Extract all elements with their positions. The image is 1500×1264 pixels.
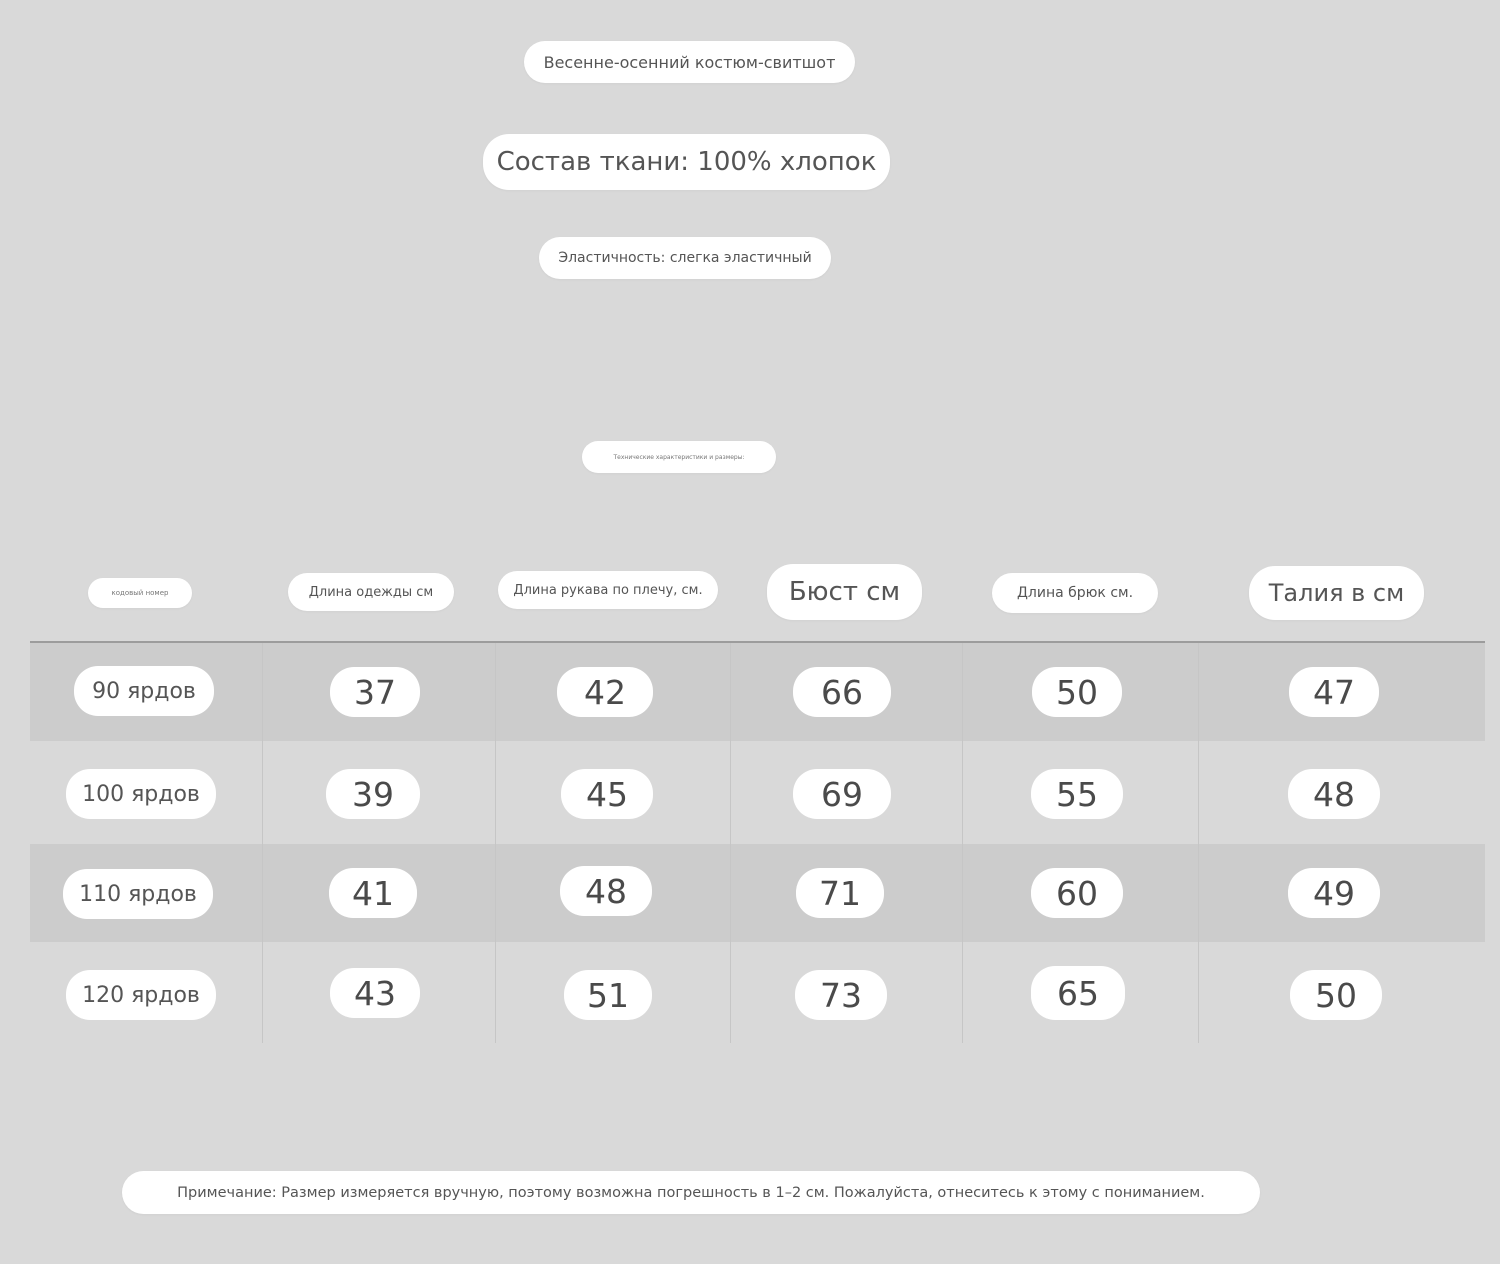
cell-value: 73 xyxy=(820,975,862,1015)
column-header-waist xyxy=(1249,566,1424,620)
table-cell xyxy=(1288,769,1380,819)
table-cell xyxy=(796,868,884,918)
column-header-length xyxy=(288,573,454,611)
column-divider xyxy=(962,643,963,1043)
table-cell xyxy=(1031,966,1125,1020)
table-cell xyxy=(1032,667,1122,717)
cell-value: 51 xyxy=(587,975,629,1015)
fabric-composition xyxy=(483,134,890,190)
cell-value: 69 xyxy=(821,774,863,814)
cell-value: 49 xyxy=(1313,873,1355,913)
cell-value: 37 xyxy=(354,672,396,712)
table-cell xyxy=(795,970,887,1020)
column-header-sleeve xyxy=(498,571,718,609)
cell-value: 39 xyxy=(352,774,394,814)
column-header-pants xyxy=(992,573,1158,613)
table-cell xyxy=(793,769,891,819)
cell-value: 48 xyxy=(585,871,627,911)
column-divider xyxy=(1198,643,1199,1043)
column-divider xyxy=(495,643,496,1043)
product-title xyxy=(524,41,855,83)
table-cell xyxy=(1290,970,1382,1020)
cell-value: 42 xyxy=(584,672,626,712)
column-divider xyxy=(730,643,731,1043)
size-label: 90 ярдов xyxy=(92,678,196,704)
cell-value: 50 xyxy=(1056,672,1098,712)
specs-label-text: Технические характеристики и размеры: xyxy=(613,453,745,461)
size-label: 100 ярдов xyxy=(82,781,200,807)
table-cell xyxy=(560,866,652,916)
specs-label xyxy=(582,441,776,473)
cell-value: 50 xyxy=(1315,975,1357,1015)
table-cell xyxy=(564,970,652,1020)
column-divider xyxy=(262,643,263,1043)
measurement-note xyxy=(122,1171,1260,1214)
table-row-size xyxy=(66,769,216,819)
table-cell xyxy=(326,769,420,819)
table-row-stripe-1 xyxy=(30,643,1485,741)
column-header-bust xyxy=(767,564,922,620)
column-header-length-text: Длина одежды см xyxy=(308,584,434,600)
column-header-bust-text: Бюст см xyxy=(788,577,901,607)
column-header-code xyxy=(88,578,192,608)
size-label: 110 ярдов xyxy=(79,881,197,907)
table-cell xyxy=(330,667,420,717)
table-cell xyxy=(1288,868,1380,918)
table-cell xyxy=(329,868,417,918)
cell-value: 60 xyxy=(1056,873,1098,913)
column-header-sleeve-text: Длина рукава по плечу, см. xyxy=(513,582,703,598)
table-cell xyxy=(793,667,891,717)
table-cell xyxy=(561,769,653,819)
column-header-waist-text: Талия в см xyxy=(1268,579,1405,607)
column-header-pants-text: Длина брюк см. xyxy=(1016,585,1134,601)
table-cell xyxy=(1289,667,1379,717)
cell-value: 45 xyxy=(586,774,628,814)
table-row-size xyxy=(74,666,214,716)
table-cell xyxy=(330,968,420,1018)
cell-value: 71 xyxy=(819,873,861,913)
table-row-size xyxy=(63,869,213,919)
cell-value: 55 xyxy=(1056,774,1098,814)
product-title-text: Весенне-осенний костюм-свитшот xyxy=(543,52,836,72)
table-cell xyxy=(1031,769,1123,819)
table-cell xyxy=(557,667,653,717)
elasticity-text: Эластичность: слегка эластичный xyxy=(558,250,812,266)
table-row-size xyxy=(66,970,216,1020)
table-cell xyxy=(1031,868,1123,918)
cell-value: 48 xyxy=(1313,774,1355,814)
table-row-stripe-3 xyxy=(30,844,1485,942)
cell-value: 47 xyxy=(1313,672,1355,712)
cell-value: 65 xyxy=(1057,973,1099,1013)
elasticity-label xyxy=(539,237,831,279)
cell-value: 43 xyxy=(354,973,396,1013)
column-header-code-text: кодовый номер xyxy=(111,589,169,597)
measurement-note-text: Примечание: Размер измеряется вручную, поэтому возможна погрешность в 1–2 см. Пожалуйста, отнеситесь к этому с пониманием. xyxy=(177,1184,1205,1201)
fabric-composition-text: Состав ткани: 100% хлопок xyxy=(496,147,877,177)
cell-value: 41 xyxy=(352,873,394,913)
size-label: 120 ярдов xyxy=(82,982,200,1008)
cell-value: 66 xyxy=(821,672,863,712)
